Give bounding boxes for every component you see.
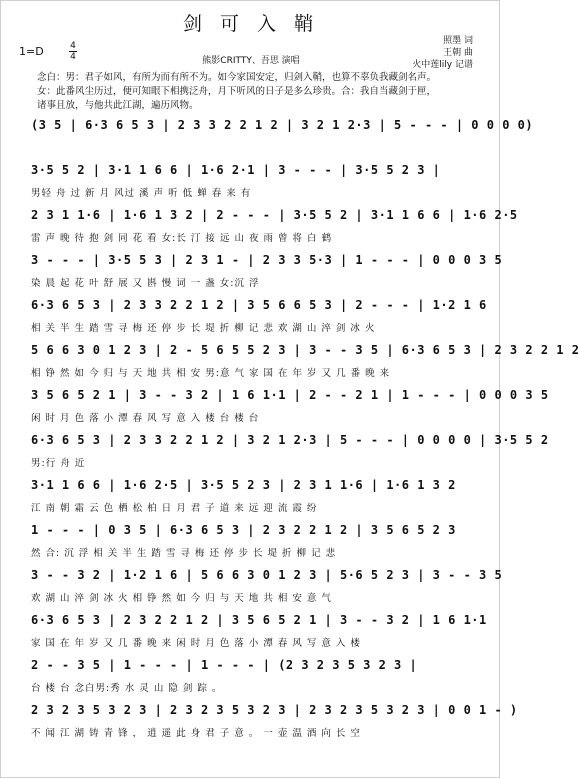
- score-row: [31, 478, 471, 523]
- score-row: [31, 118, 534, 163]
- score-row: [31, 433, 549, 478]
- lyric-line: 不 闻 江 湖 铸 青 锋 ， 逍 遥 此 身 君 子 意 。 一 壶 温 酒 向 长 空: [31, 728, 361, 739]
- transcriber: 火中莲lily 记谱: [412, 60, 473, 70]
- notation: 3·1 1 6 6 | 1·6 2·5 | 3·5 5 2 3 | 2 3 1 1·6 | 1·6 1 3 2: [31, 478, 456, 492]
- notation: 3 - - - | 3·5 5 3 | 2 3 1 - | 2 3 3 5·3 | 1 - - - | 0 0 0 3 5: [31, 253, 503, 267]
- lyric-line: 相 铮 然 如 今 归 与 天 地 共 相 安 男:意 气 家 国 在 年 岁 又 几 番 晚 来: [31, 368, 391, 379]
- lyricist: 照墨 词: [443, 36, 473, 46]
- intro-line: 女：此番风尘历过，便可知眼下相携泛舟，月下听风的日子是多么珍贵。合：我自当藏剑于匣，: [37, 86, 437, 97]
- notation: (3 5 | 6·3 6 5 3 | 2 3 3 2 2 1 2 | 3 2 1 2·3 | 5 - - - | 0 0 0 0): [31, 118, 534, 132]
- composer: 王朝 曲: [443, 48, 473, 58]
- intro-line: 念白：男：君子如风，有所为而有所不为。如今家国安定，归剑入鞘，也算不辜负我藏剑名声。: [37, 72, 437, 83]
- score-row: [31, 523, 471, 568]
- score-row: [31, 388, 549, 433]
- notation: 3 - - 3 2 | 1·2 1 6 | 5 6 6 3 0 1 2 3 | 5·6 5 2 3 | 3 - - 3 5: [31, 568, 503, 582]
- notation: 2 - - 3 5 | 1 - - - | 1 - - - | (2 3 2 3 5 3 2 3 |: [31, 658, 418, 672]
- score-rows: [31, 118, 579, 748]
- notation: 6·3 6 5 3 | 2 3 3 2 2 1 2 | 3 2 1 2·3 | 5 - - - | 0 0 0 0 | 3·5 5 2: [31, 433, 549, 447]
- notation: 2 3 1 1·6 | 1·6 1 3 2 | 2 - - - | 3·5 5 2 | 3·1 1 6 6 | 1·6 2·5: [31, 208, 518, 222]
- score-row: [31, 703, 518, 748]
- performers: 熊影CRITTY、吾思 演唱: [202, 56, 300, 66]
- notation: 3·5 5 2 | 3·1 1 6 6 | 1·6 2·1 | 3 - - - | 3·5 5 2 3 |: [31, 163, 441, 177]
- lyric-line: 相 关 半 生 踏 雪 寻 梅 还 停 步 长 堤 折 柳 记 悲 欢 湖 山 淬 剑 冰 火: [31, 323, 376, 334]
- score-row: [31, 658, 471, 703]
- score-row: [31, 208, 518, 253]
- notation: 6·3 6 5 3 | 2 3 3 2 2 1 2 | 3 5 6 6 5 3 | 2 - - - | 1·2 1 6: [31, 298, 487, 312]
- score-row: [31, 298, 487, 343]
- lyric-line: 家 国 在 年 岁 又 几 番 晚 来 闲 时 月 色 落 小 潭 春 风 写 意 入 楼: [31, 638, 361, 649]
- notation: 2 3 2 3 5 3 2 3 | 2 3 2 3 5 3 2 3 | 2 3 2 3 5 3 2 3 | 0 0 1 - ): [31, 703, 518, 717]
- lyric-line: 雷 声 晚 待 抱 剑 同 花 看 女:长 汀 接 远 山 夜 雨 曾 将 白 鹤: [31, 233, 333, 244]
- lyric-line: 闲 时 月 色 落 小 潭 春 风 写 意 入 楼 台 楼 台: [31, 413, 260, 424]
- intro-line: 诸事且放，与他共此江湖，遍历风物。: [37, 100, 199, 111]
- score-row: [31, 613, 487, 658]
- notation: 3 5 6 5 2 1 | 3 - - 3 2 | 1 6 1·1 | 2 - - 2 1 | 1 - - - | 0 0 0 3 5: [31, 388, 549, 402]
- lyric-line: 男轻 舟 过 新 月 风过 溪 声 听 低 蝉 春 来 有: [31, 188, 252, 199]
- lyric-line: 男:行 舟 近: [31, 458, 86, 469]
- lyric-line: 染 晨 起 花 叶 舒 展 又 斟 慢 词 一 盏 女:沉 浮: [31, 278, 260, 289]
- score-row: [31, 343, 579, 388]
- lyric-line: 江 南 朝 霜 云 色 栖 松 柏 日 月 君 子 道 来 远 迎 流 霞 纷: [31, 503, 318, 514]
- lyric-line: 台 楼 台 念白男:秀 水 灵 山 隐 剑 踪 。: [31, 683, 223, 694]
- notation: 5 6 6 3 0 1 2 3 | 2 - 5 6 5 5 2 3 | 3 - - 3 5 | 6·3 6 5 3 | 2 3 2 2 1 2: [31, 343, 579, 357]
- score-row: [31, 253, 503, 298]
- notation: 1 - - - | 0 3 5 | 6·3 6 5 3 | 2 3 2 2 1 2 | 3 5 6 5 2 3: [31, 523, 456, 537]
- song-title: 剑 可 入 鞘: [182, 13, 320, 35]
- lyric-line: 然 合: 沉 浮 相 关 半 生 踏 雪 寻 梅 还 停 步 长 堤 折 柳 记 悲: [31, 548, 337, 559]
- key-signature: 1=D: [19, 45, 44, 58]
- score-row: [31, 163, 471, 208]
- lyric-line: 欢 湖 山 淬 剑 冰 火 相 铮 然 如 今 归 与 天 地 共 相 安 意 气: [31, 593, 332, 604]
- notation: 6·3 6 5 3 | 2 3 2 2 1 2 | 3 5 6 5 2 1 | 3 - - 3 2 | 1 6 1·1: [31, 613, 487, 627]
- intro-narration: [37, 71, 477, 113]
- time-bottom: 4: [70, 52, 76, 62]
- time-top: 4: [70, 41, 76, 51]
- score-row: [31, 568, 503, 613]
